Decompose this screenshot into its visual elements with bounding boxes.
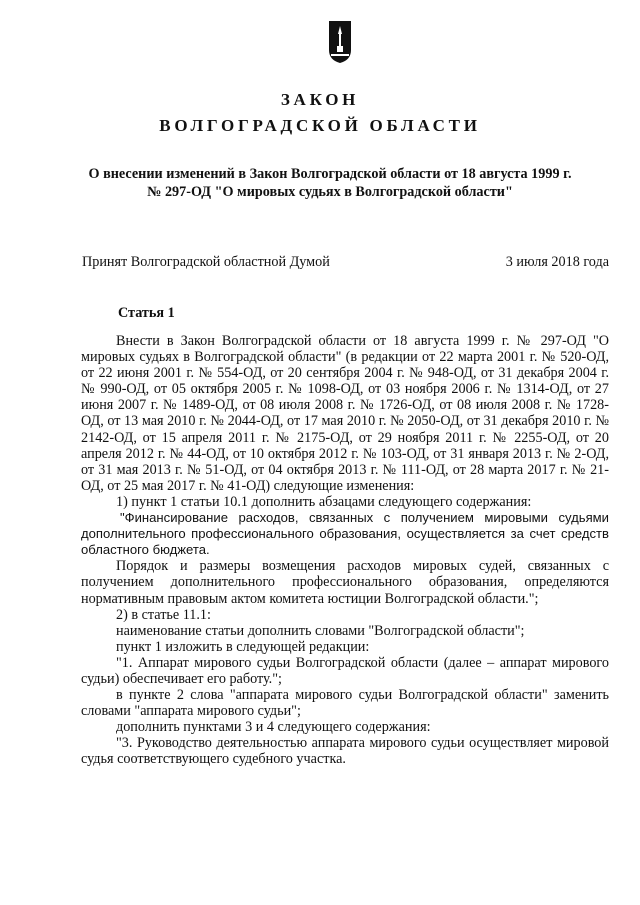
adoption-date: 3 июля 2018 года <box>505 254 609 270</box>
paragraph: "3. Руководство деятельностью аппарата мирового судьи осуществляет мировой судья соответствующего судебного участка. <box>81 735 609 768</box>
paragraph: Внести в Закон Волгоградской области от 18 августа 1999 г. № 297-ОД "О мировых судьях в Волгоградской области" (в редакции от 22 марта 2001 г. № 520-ОД, от 22 июня 2001 г. № 554-ОД, от 20 сентября 2004 г. № 948-ОД, от 31 декабря 2004 г. № 990-ОД, от 05 октября 2005 г. № 1098-ОД, от 03 ноября 2006 г. № 1314-ОД, от 27 июня 2007 г. № 1489-ОД, от 08 июля 2008 г. № 1726-ОД, от 08 июля 2008 г. № 1728-ОД, от 13 мая 2010 г. № 2044-ОД, от 17 мая 2010 г. № 2050-ОД, от 31 декабря 2010 г. № 2142-ОД, от 15 апреля 2011 г. № 2175-ОД, от 29 ноября 2011 г. № 2255-ОД, от 20 апреля 2012 г. № 44-ОД, от 10 октября 2012 г. № 103-ОД, от 31 января 2013 г. № 2-ОД, от 31 мая 2013 г. № 51-ОД, от 04 октября 2013 г. № 111-ОД, от 28 марта 2017 г. № 21-ОД, от 25 мая 2017 г. № 41-ОД) следующие изменения: <box>81 333 609 494</box>
adopted-by: Принят Волгоградской областной Думой <box>82 254 330 270</box>
article-heading: Статья 1 <box>118 305 175 321</box>
subtitle-line-1: О внесении изменений в Закон Волгоградской области от 18 августа 1999 г. <box>88 166 572 182</box>
law-title: ЗАКОН <box>280 90 360 109</box>
paragraph: Порядок и размеры возмещения расходов мировых судей, связанных с получением дополнительного профессионального образования, определяются нормативным правовым актом комитета юстиции Волгоградской области."; <box>81 558 609 607</box>
paragraph: пункт 1 изложить в следующей редакции: <box>116 638 370 655</box>
subtitle-line-2: № 297-ОД "О мировых судьях в Волгоградской области" <box>147 184 513 200</box>
paragraph: "1. Аппарат мирового судьи Волгоградской области (далее – аппарат мирового судьи) обеспечивает его работу."; <box>81 654 609 687</box>
paragraph: 2) в статье 11.1: <box>116 606 211 623</box>
region-title: ВОЛГОГРАДСКОЙ ОБЛАСТИ <box>159 116 481 135</box>
coat-of-arms-icon <box>328 20 352 64</box>
paragraph: в пункте 2 слова "аппарата мирового судьи Волгоградской области" заменить словами "аппарата мирового судьи"; <box>81 687 609 720</box>
paragraph: 1) пункт 1 статьи 10.1 дополнить абзацами следующего содержания: <box>116 493 532 510</box>
paragraph: "Финансирование расходов, связанных с получением мировыми судьями дополнительного профессионального образования, осуществляется за счет средств областного бюджета. <box>81 510 609 558</box>
article-body <box>81 333 609 768</box>
paragraph: дополнить пунктами 3 и 4 следующего содержания: <box>116 719 431 736</box>
paragraph: наименование статьи дополнить словами "Волгоградской области"; <box>116 622 525 639</box>
